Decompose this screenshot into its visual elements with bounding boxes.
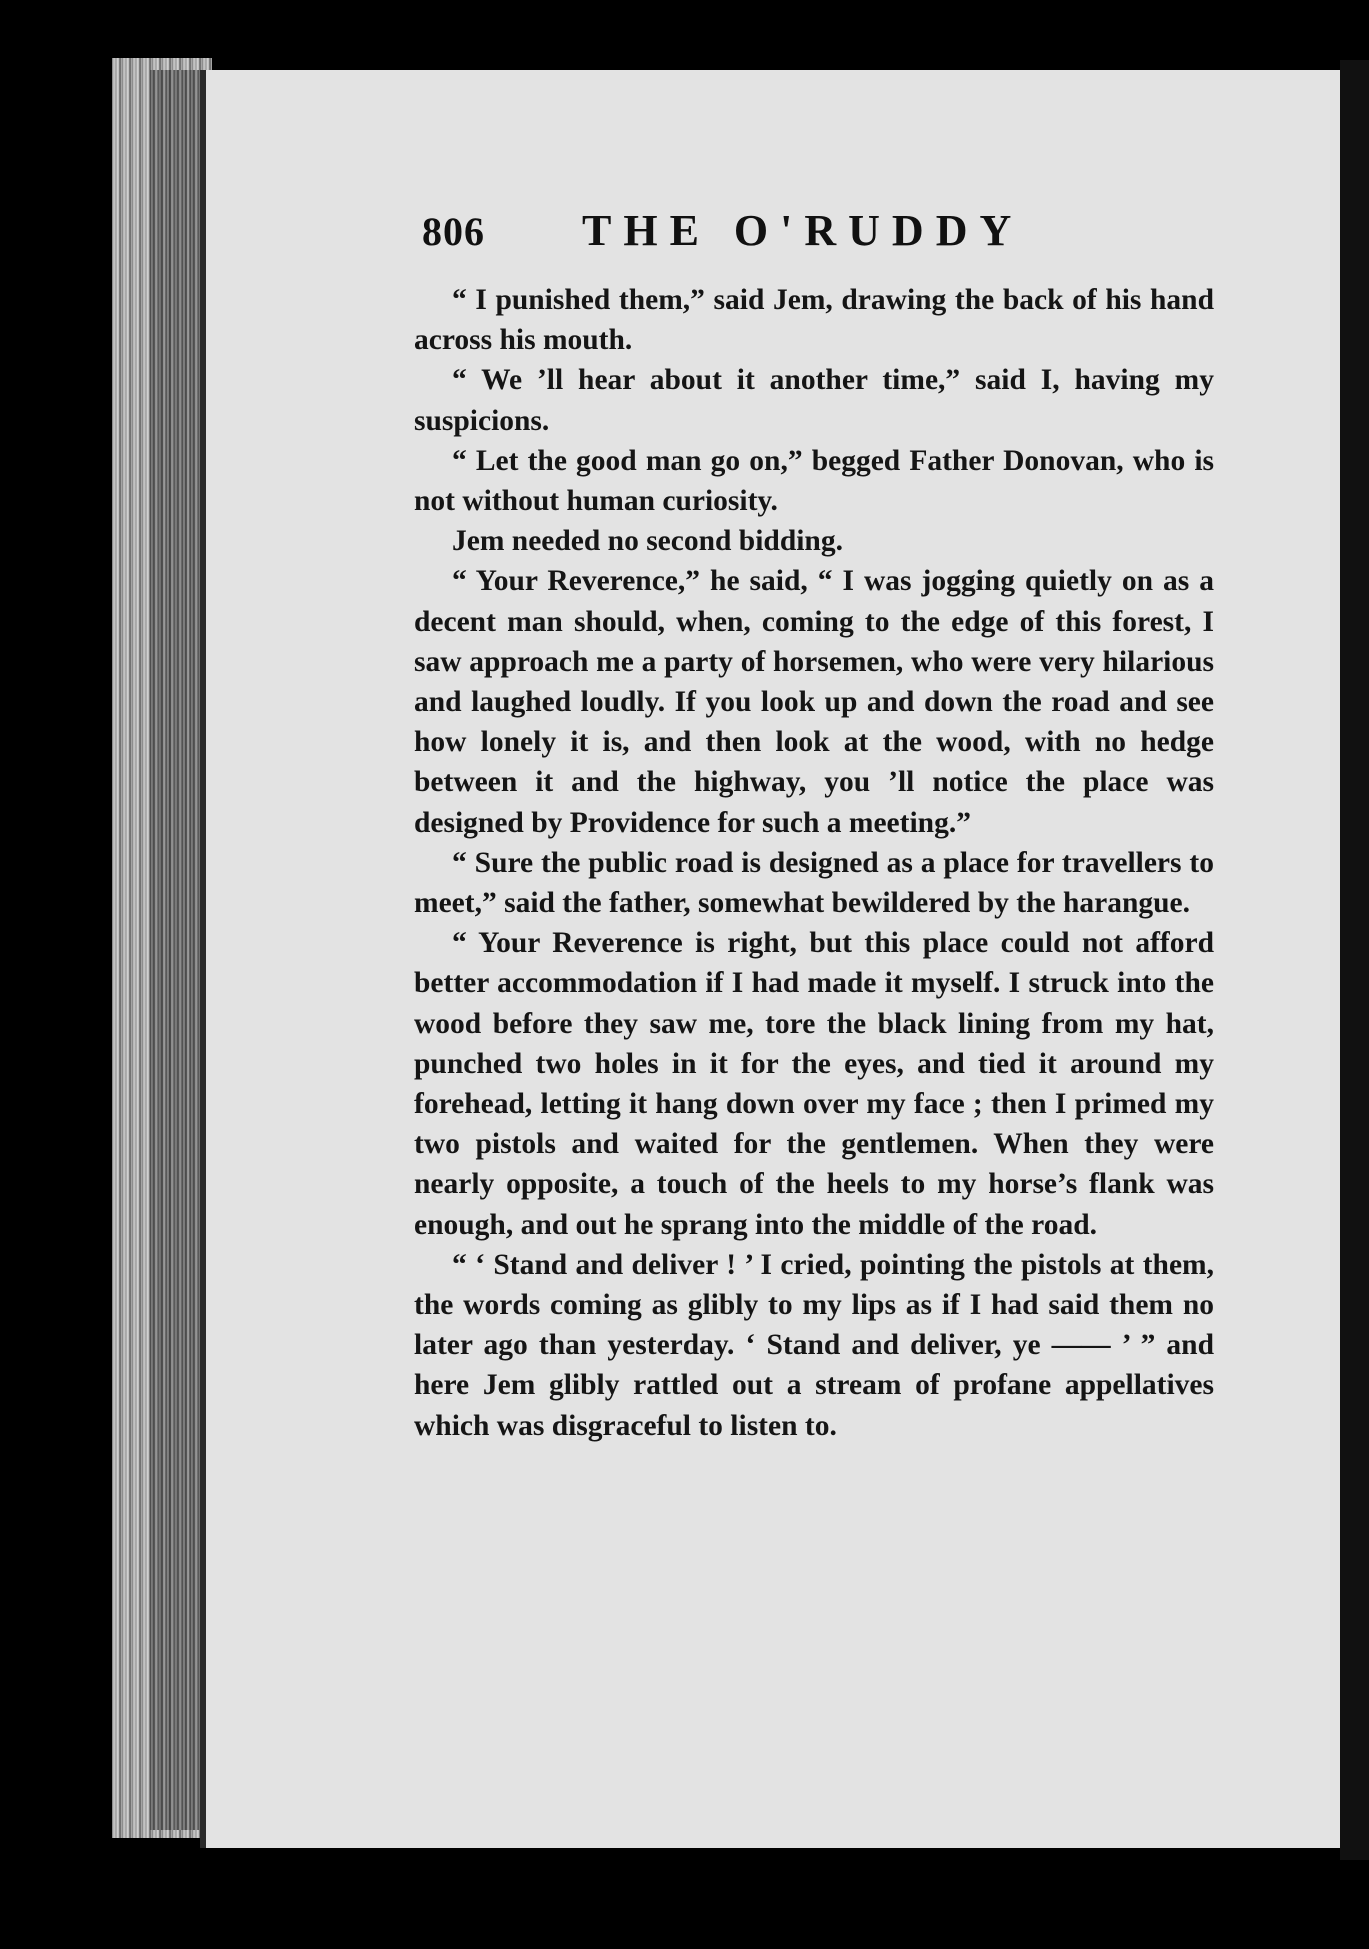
page-number: 806 (422, 209, 485, 254)
paragraph: “ Your Reverence is right, but this place could not afford better accommodation if I had made it myself. I struck into the wood before they saw me, tore the black lining from my hat, punched two holes in it for the eyes, and tied it around my forehead, letting it hang down over my face ; then I primed my two pistols and waited for the gentlemen. When they were nearly opposite, a touch of the heels to my horse’s flank was enough, and out he sprang into the middle of the road. (414, 927, 1214, 1241)
paragraph: Jem needed no second bidding. (452, 525, 843, 558)
paragraph: “ We ’ll hear about it another time,” said I, having my suspicions. (414, 364, 1214, 437)
book-spine-shadow (150, 70, 200, 1830)
paragraph: “ Sure the public road is designed as a place for travellers to meet,” said the father, somewhat bewildered by the harangue. (414, 846, 1214, 920)
paragraph: “ Your Reverence,” he said, “ I was jogging quietly on as a decent man should, when, coming to the edge of this forest, I saw approach me a party of horsemen, who were very hilarious and laughed loudly. If you look up and down the road and see how lonely it is, and then look at the wood, with no hedge between it and the highway, you ’ll notice the place was designed by Providence for such a meeting.” (414, 565, 1214, 839)
facing-page-edge (1340, 60, 1369, 1860)
body-text (414, 280, 1214, 1446)
paragraph: “ Let the good man go on,” begged Father Donovan, who is not without human curiosity. (414, 444, 1214, 518)
paragraph: “ ‘ Stand and deliver ! ’ I cried, pointing the pistols at them, the words coming as glibly to my lips as if I had said them no later ago than yesterday. ‘ Stand and deliver, ye —— ’ ” and here Jem glibly rattled out a stream of profane appellatives which was disgraceful to listen to. (414, 1248, 1214, 1442)
running-title: THE O'RUDDY (582, 206, 1024, 255)
page-header (422, 205, 1242, 265)
paragraph: “ I punished them,” said Jem, drawing the back of his hand across his mouth. (414, 284, 1214, 357)
